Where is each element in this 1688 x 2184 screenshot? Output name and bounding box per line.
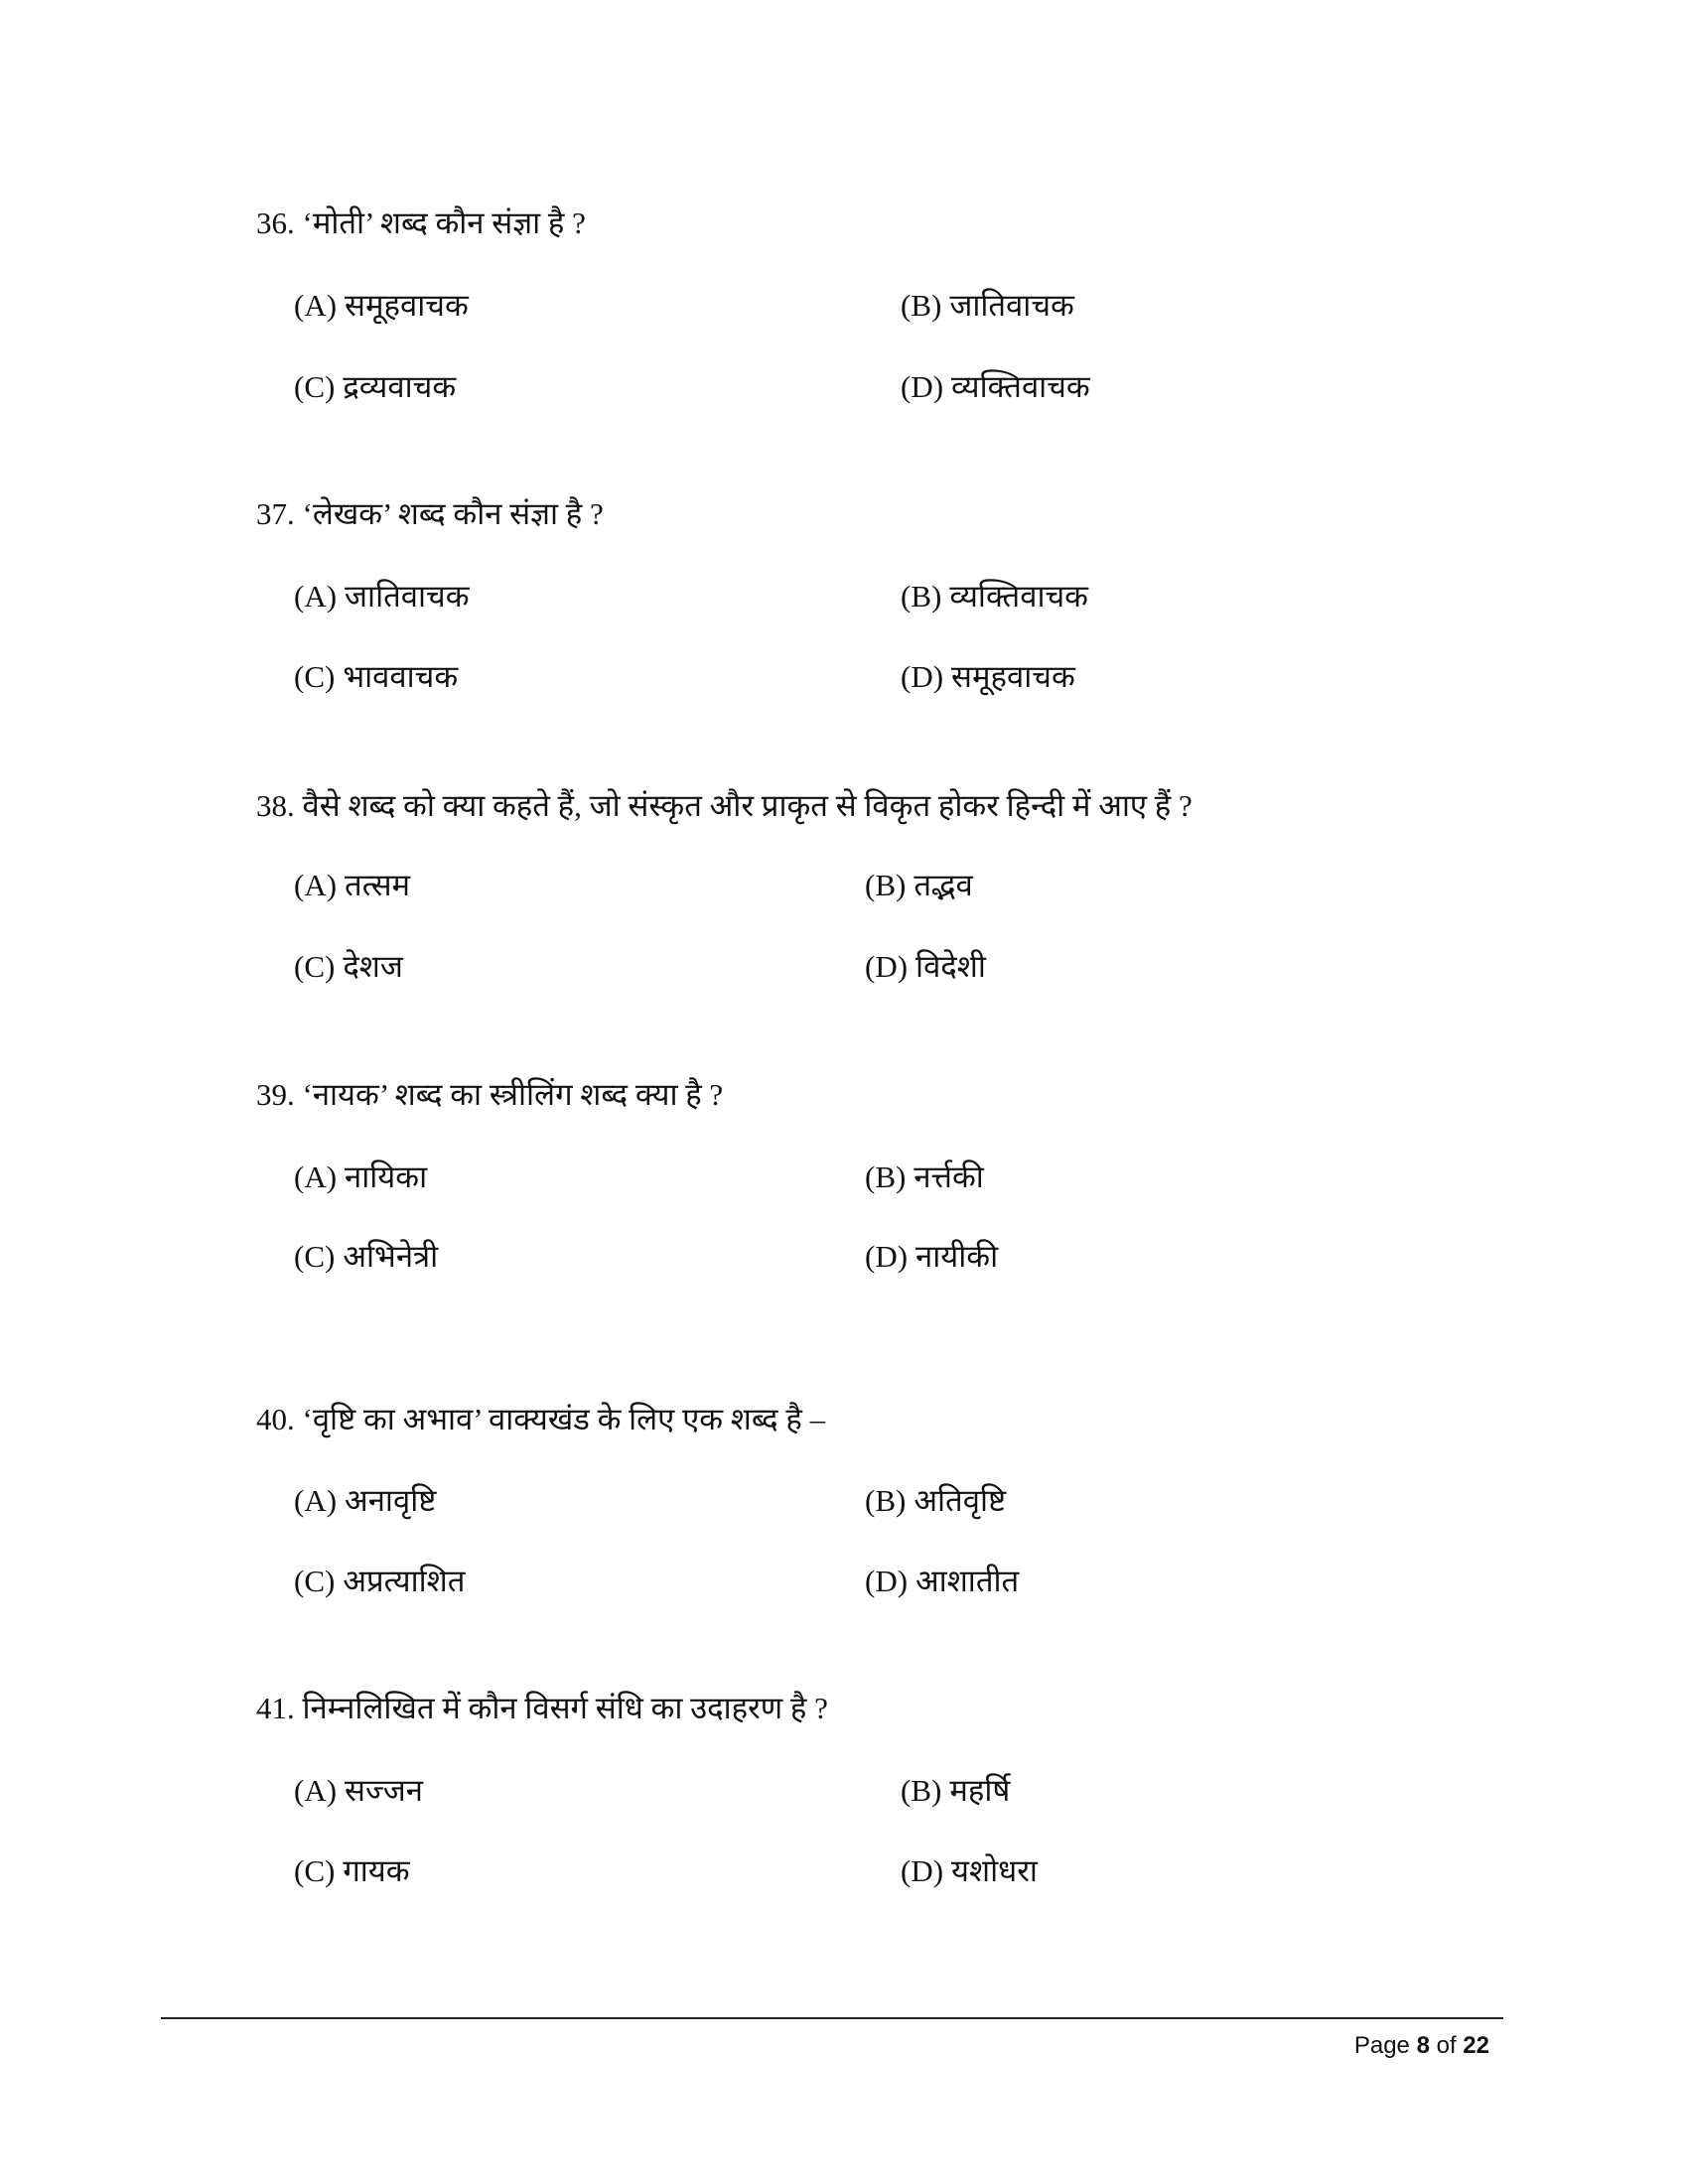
option-text: भाववाचक [343, 659, 459, 694]
option-label: (D) [865, 949, 909, 984]
option-37-c [294, 657, 458, 697]
option-37-d [901, 657, 1075, 697]
option-text: व्यक्तिवाचक [949, 579, 1088, 614]
option-41-d [901, 1851, 1038, 1891]
option-39-d [865, 1237, 998, 1277]
option-text: अप्रत्याशित [343, 1564, 466, 1598]
option-label: (C) [294, 949, 336, 984]
total-pages: 22 [1463, 2032, 1489, 2059]
option-label: (A) [294, 1160, 338, 1194]
option-label: (A) [294, 1773, 338, 1808]
option-text: अभिनेत्री [343, 1239, 439, 1274]
option-36-b [901, 286, 1074, 326]
option-text: समूहवाचक [345, 288, 469, 323]
option-label: (C) [294, 659, 336, 694]
option-text: जातिवाचक [345, 579, 470, 614]
option-label: (A) [294, 288, 338, 323]
option-36-c [294, 367, 456, 407]
option-label: (D) [901, 369, 944, 404]
question-39: 39. ‘नायक’ शब्द का स्त्रीलिंग शब्द क्या है ? [256, 1077, 724, 1112]
option-text: तद्भव [914, 868, 973, 902]
option-39-a [294, 1158, 427, 1197]
option-text: जातिवाचक [949, 288, 1074, 323]
option-37-b [901, 577, 1088, 616]
option-label: (A) [294, 579, 338, 614]
option-text: नायीकी [915, 1239, 999, 1274]
option-label: (A) [294, 868, 338, 902]
option-38-a [294, 866, 410, 905]
option-text: सज्जन [345, 1773, 423, 1808]
option-40-c [294, 1562, 465, 1601]
option-label: (D) [865, 1564, 909, 1598]
question-41: 41. निम्नलिखित में कौन विसर्ग संधि का उदाहरण है ? [256, 1691, 828, 1725]
option-label: (B) [865, 1160, 907, 1194]
option-label: (A) [294, 1483, 338, 1518]
page-word: Page [1353, 2032, 1410, 2059]
option-label: (D) [901, 1853, 944, 1888]
option-41-c [294, 1851, 410, 1891]
option-label: (C) [294, 1239, 336, 1274]
option-text: द्रव्यवाचक [343, 369, 457, 404]
option-38-b [865, 866, 973, 905]
question-40: 40. ‘वृष्टि का अभाव’ वाक्यखंड के लिए एक शब्द है – [256, 1402, 826, 1436]
question-38: 38. वैसे शब्द को क्या कहते हैं, जो संस्कृत और प्राकृत से विकृत होकर हिन्दी में आए हैं ? [256, 788, 1193, 823]
question-36: 36. ‘मोती’ शब्द कौन संज्ञा है ? [256, 205, 586, 240]
option-text: देशज [343, 949, 403, 984]
option-41-b [901, 1771, 1010, 1811]
option-label: (B) [865, 1483, 907, 1518]
option-36-d [901, 367, 1090, 407]
option-label: (C) [294, 1564, 336, 1598]
option-label: (B) [865, 868, 907, 902]
option-37-a [294, 577, 470, 616]
footer-divider [161, 2017, 1503, 2019]
option-text: यशोधरा [951, 1853, 1038, 1888]
of-word: of [1436, 2032, 1457, 2059]
option-40-b [865, 1481, 1006, 1521]
option-40-d [865, 1562, 1019, 1601]
option-40-a [294, 1481, 436, 1521]
option-text: नर्त्तकी [914, 1160, 984, 1194]
option-text: अनावृष्टि [345, 1483, 437, 1518]
option-38-c [294, 947, 403, 987]
option-text: नायिका [345, 1160, 428, 1194]
option-text: महर्षि [949, 1773, 1011, 1808]
option-text: गायक [343, 1853, 410, 1888]
option-38-d [865, 947, 986, 987]
option-label: (B) [901, 288, 942, 323]
option-text: व्यक्तिवाचक [951, 369, 1090, 404]
option-39-c [294, 1237, 438, 1277]
option-39-b [865, 1158, 984, 1197]
option-label: (B) [901, 1773, 942, 1808]
option-label: (D) [865, 1239, 909, 1274]
option-text: आशातीत [915, 1564, 1020, 1598]
page-number [1354, 2031, 1489, 2061]
option-label: (D) [901, 659, 944, 694]
current-page: 8 [1416, 2032, 1430, 2059]
option-36-a [294, 286, 469, 326]
option-text: अतिवृष्टि [914, 1483, 1007, 1518]
option-41-a [294, 1771, 423, 1811]
option-text: तत्सम [345, 868, 411, 902]
option-label: (C) [294, 369, 336, 404]
option-text: समूहवाचक [951, 659, 1075, 694]
option-text: विदेशी [915, 949, 986, 984]
question-37: 37. ‘लेखक’ शब्द कौन संज्ञा है ? [256, 496, 604, 531]
option-label: (B) [901, 579, 942, 614]
option-label: (C) [294, 1853, 336, 1888]
